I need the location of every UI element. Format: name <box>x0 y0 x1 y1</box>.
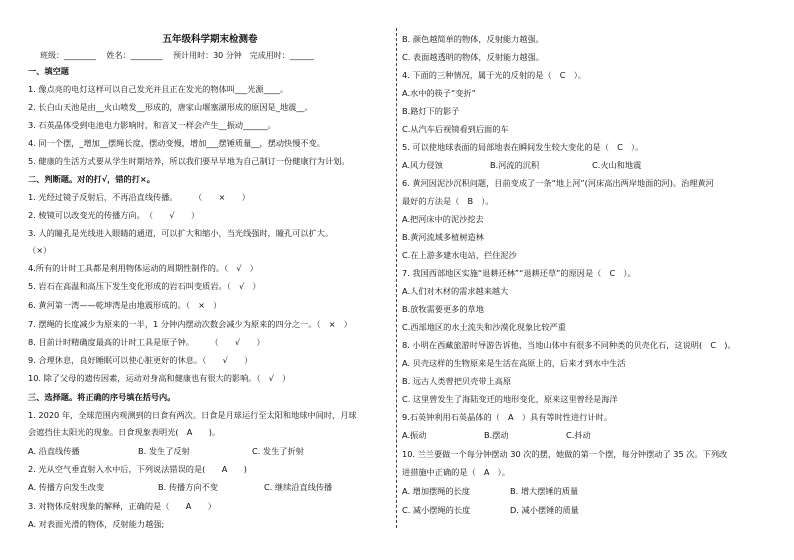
choice-option-7b: B.放牧需要更多的草地 <box>402 304 484 314</box>
judge-question-5: 5. 岩石在高温和高压下发生变化形成的岩石叫变质岩。（ √ ） <box>28 281 261 291</box>
column-divider <box>396 28 397 528</box>
fill-question-5: 5. 健康的生活方式要从学生时期培养，所以我们要早早地为自己制订一份健康行为计划。 <box>28 156 350 166</box>
judge-question-2: 2. 棱镜可以改变光的传播方向。 （ √ ） <box>28 210 200 220</box>
choice-option-5c: C.火山和地震 <box>592 160 642 170</box>
choice-option-10d: D. 减小摆锤的质量 <box>510 505 579 515</box>
fill-question-1: 1. 像点亮的电灯这样可以自己发光并且正在发光的物体叫___光源____。 <box>28 84 289 94</box>
choice-question-6-cont: 最好的方法是（ B ）。 <box>402 196 494 206</box>
page-title: 五年级科学期末检测卷 <box>162 34 258 45</box>
student-info-line: 班级：________ 姓名：________ 预计用时：30 分钟 完成用时：______ <box>40 51 314 60</box>
choice-option-4b: B.路灯下的影子 <box>402 106 460 116</box>
choice-option-10b: B. 增大摆锤的质量 <box>510 486 579 496</box>
choice-option-2a: A. 传播方向发生改变 <box>28 482 105 492</box>
fill-question-3: 3. 石英晶体受到电池电力影响时，和音叉一样会产生__振动______。 <box>28 120 276 130</box>
choice-option-3c: C. 表面越透明的物体，反射能力越强。 <box>402 52 544 62</box>
fill-question-2: 2. 长白山天池是由__火山喷发__形成的，唐家山堰塞湖形成的原因是_地震__。 <box>28 102 313 112</box>
judge-question-1: 1. 光经过镜子反射后，不再沿直线传播。 （ × ） <box>28 192 250 202</box>
choice-question-4: 4. 下面的三种情况，属于光的反射的是（ C ）。 <box>402 70 586 80</box>
choice-option-9c: C.抖动 <box>566 430 591 440</box>
choice-question-1-cont: 会遮挡住太阳光的现象。日食现象表明光( A )。 <box>28 427 221 437</box>
choice-option-8c: C. 这里曾发生了海陆变迁的地形变化，原来这里曾经是海洋 <box>402 394 618 404</box>
choice-option-6b: B.黄河流域多植树造林 <box>402 232 484 242</box>
choice-question-10-cont: 进措施中正确的是（ A ）。 <box>402 467 510 477</box>
choice-option-6c: C.在上游多建水电站，拦住泥沙 <box>402 250 517 260</box>
choice-question-1: 1. 2020 年，全球范围内观测到的日食有两次。日食是月球运行至太阳和地球中间时，月球 <box>28 410 357 420</box>
judge-question-3: 3. 人的瞳孔是光线进入眼睛的通道，可以扩大和缩小，当光线强时，瞳孔可以扩大。 <box>28 228 334 238</box>
section-heading-true-false: 二、判断题。对的打√，错的打×。 <box>28 174 155 184</box>
choice-option-2c: C. 继续沿直线传播 <box>264 482 333 492</box>
choice-option-1b: B. 发生了反射 <box>138 446 190 456</box>
judge-question-9: 9. 合理休息，良好睡眠可以使心脏更好的休息。（ √ ） <box>28 355 253 365</box>
choice-option-3b: B. 颜色越简单的物体，反射能力越强。 <box>402 34 544 44</box>
choice-option-4c: C.从汽车后视镜看到后面的车 <box>402 124 509 134</box>
choice-question-2: 2. 光从空气垂直射入水中后，下列说法错误的是( A ) <box>28 464 247 474</box>
choice-option-1a: A. 沿直线传播 <box>28 446 80 456</box>
choice-option-5b: B.河流的沉积 <box>490 160 540 170</box>
choice-option-8b: B. 远古人类曾把贝壳带上高原 <box>402 376 512 386</box>
choice-option-7a: A.人们对木材的需求越来越大 <box>402 286 509 296</box>
choice-question-10: 10. 兰兰要做一个每分钟摆动 30 次的摆，她做的第一个摆，每分钟摆动了 35 次。下列改 <box>402 449 728 459</box>
choice-question-7: 7. 我国西部地区实施“退耕还林”“退耕还草”的原因是（ C ）。 <box>402 268 636 278</box>
judge-question-4: 4.所有的计时工具都是利用物体运动的周期性制作的。（ √ ） <box>28 263 258 273</box>
judge-question-3-answer: （×） <box>28 245 52 255</box>
choice-question-3: 3. 对物体反射现象的解释，正确的是（ A ） <box>28 501 216 511</box>
choice-option-3a: A. 对表面光滑的物体，反射能力越强; <box>28 519 165 529</box>
choice-option-9b: B.摆动 <box>484 430 509 440</box>
choice-question-5: 5. 可以使地球表面的局部地表在瞬间发生较大变化的是（ C ）。 <box>402 142 644 152</box>
choice-question-9: 9.石英钟利用石英晶体的（ A ）具有等时性进行计时。 <box>402 412 612 422</box>
choice-question-8: 8. 小明在西藏旅游时导游告诉他，当地山体中有很多不同种类的贝壳化石，这说明( C )。 <box>402 340 736 350</box>
section-heading-choice: 三、选择题。将正确的序号填在括号内。 <box>28 392 176 402</box>
choice-option-9a: A.振动 <box>402 430 427 440</box>
judge-question-10: 10. 除了父母的遗传因素，运动对身高和健康也有很大的影响。（ √ ） <box>28 373 291 383</box>
choice-option-10c: C. 减小摆绳的长度 <box>402 505 471 515</box>
choice-option-6a: A.把河床中的泥沙挖去 <box>402 214 484 224</box>
choice-option-2b: B. 传播方向不变 <box>158 482 218 492</box>
choice-option-10a: A. 增加摆绳的长度 <box>402 486 470 496</box>
judge-question-7: 7. 摆绳的长度减少为原来的一半，1 分钟内摆动次数会减少为原来的四分之一。（ × ） <box>28 319 352 329</box>
choice-option-7c: C.西部地区的水土流失和沙漠化现象比较严重 <box>402 322 566 332</box>
choice-option-8a: A. 贝壳这样的生物原来是生活在高原上的，后来才到水中生活 <box>402 358 626 368</box>
section-heading-fill-in: 一、填空题 <box>28 66 69 76</box>
choice-option-5a: A.风力侵蚀 <box>402 160 443 170</box>
fill-question-4: 4. 同一个摆，_增加__摆绳长度，摆动变慢，增加___摆锤质量__，摆动快慢不变。 <box>28 138 325 148</box>
choice-option-1c: C. 发生了折射 <box>252 446 304 456</box>
judge-question-6: 6. 黄河第一湾——乾坤湾是由地震形成的。（ × ） <box>28 300 222 310</box>
choice-question-6: 6. 黄河因泥沙沉积问题，目前变成了一条“地上河”(河床高出两岸地面的河)。治理黄河 <box>402 178 714 188</box>
choice-option-4a: A.水中的筷子“变折” <box>402 88 476 98</box>
judge-question-8: 8. 目前计时精确度最高的计时工具是原子钟。 （ √ ） <box>28 337 265 347</box>
